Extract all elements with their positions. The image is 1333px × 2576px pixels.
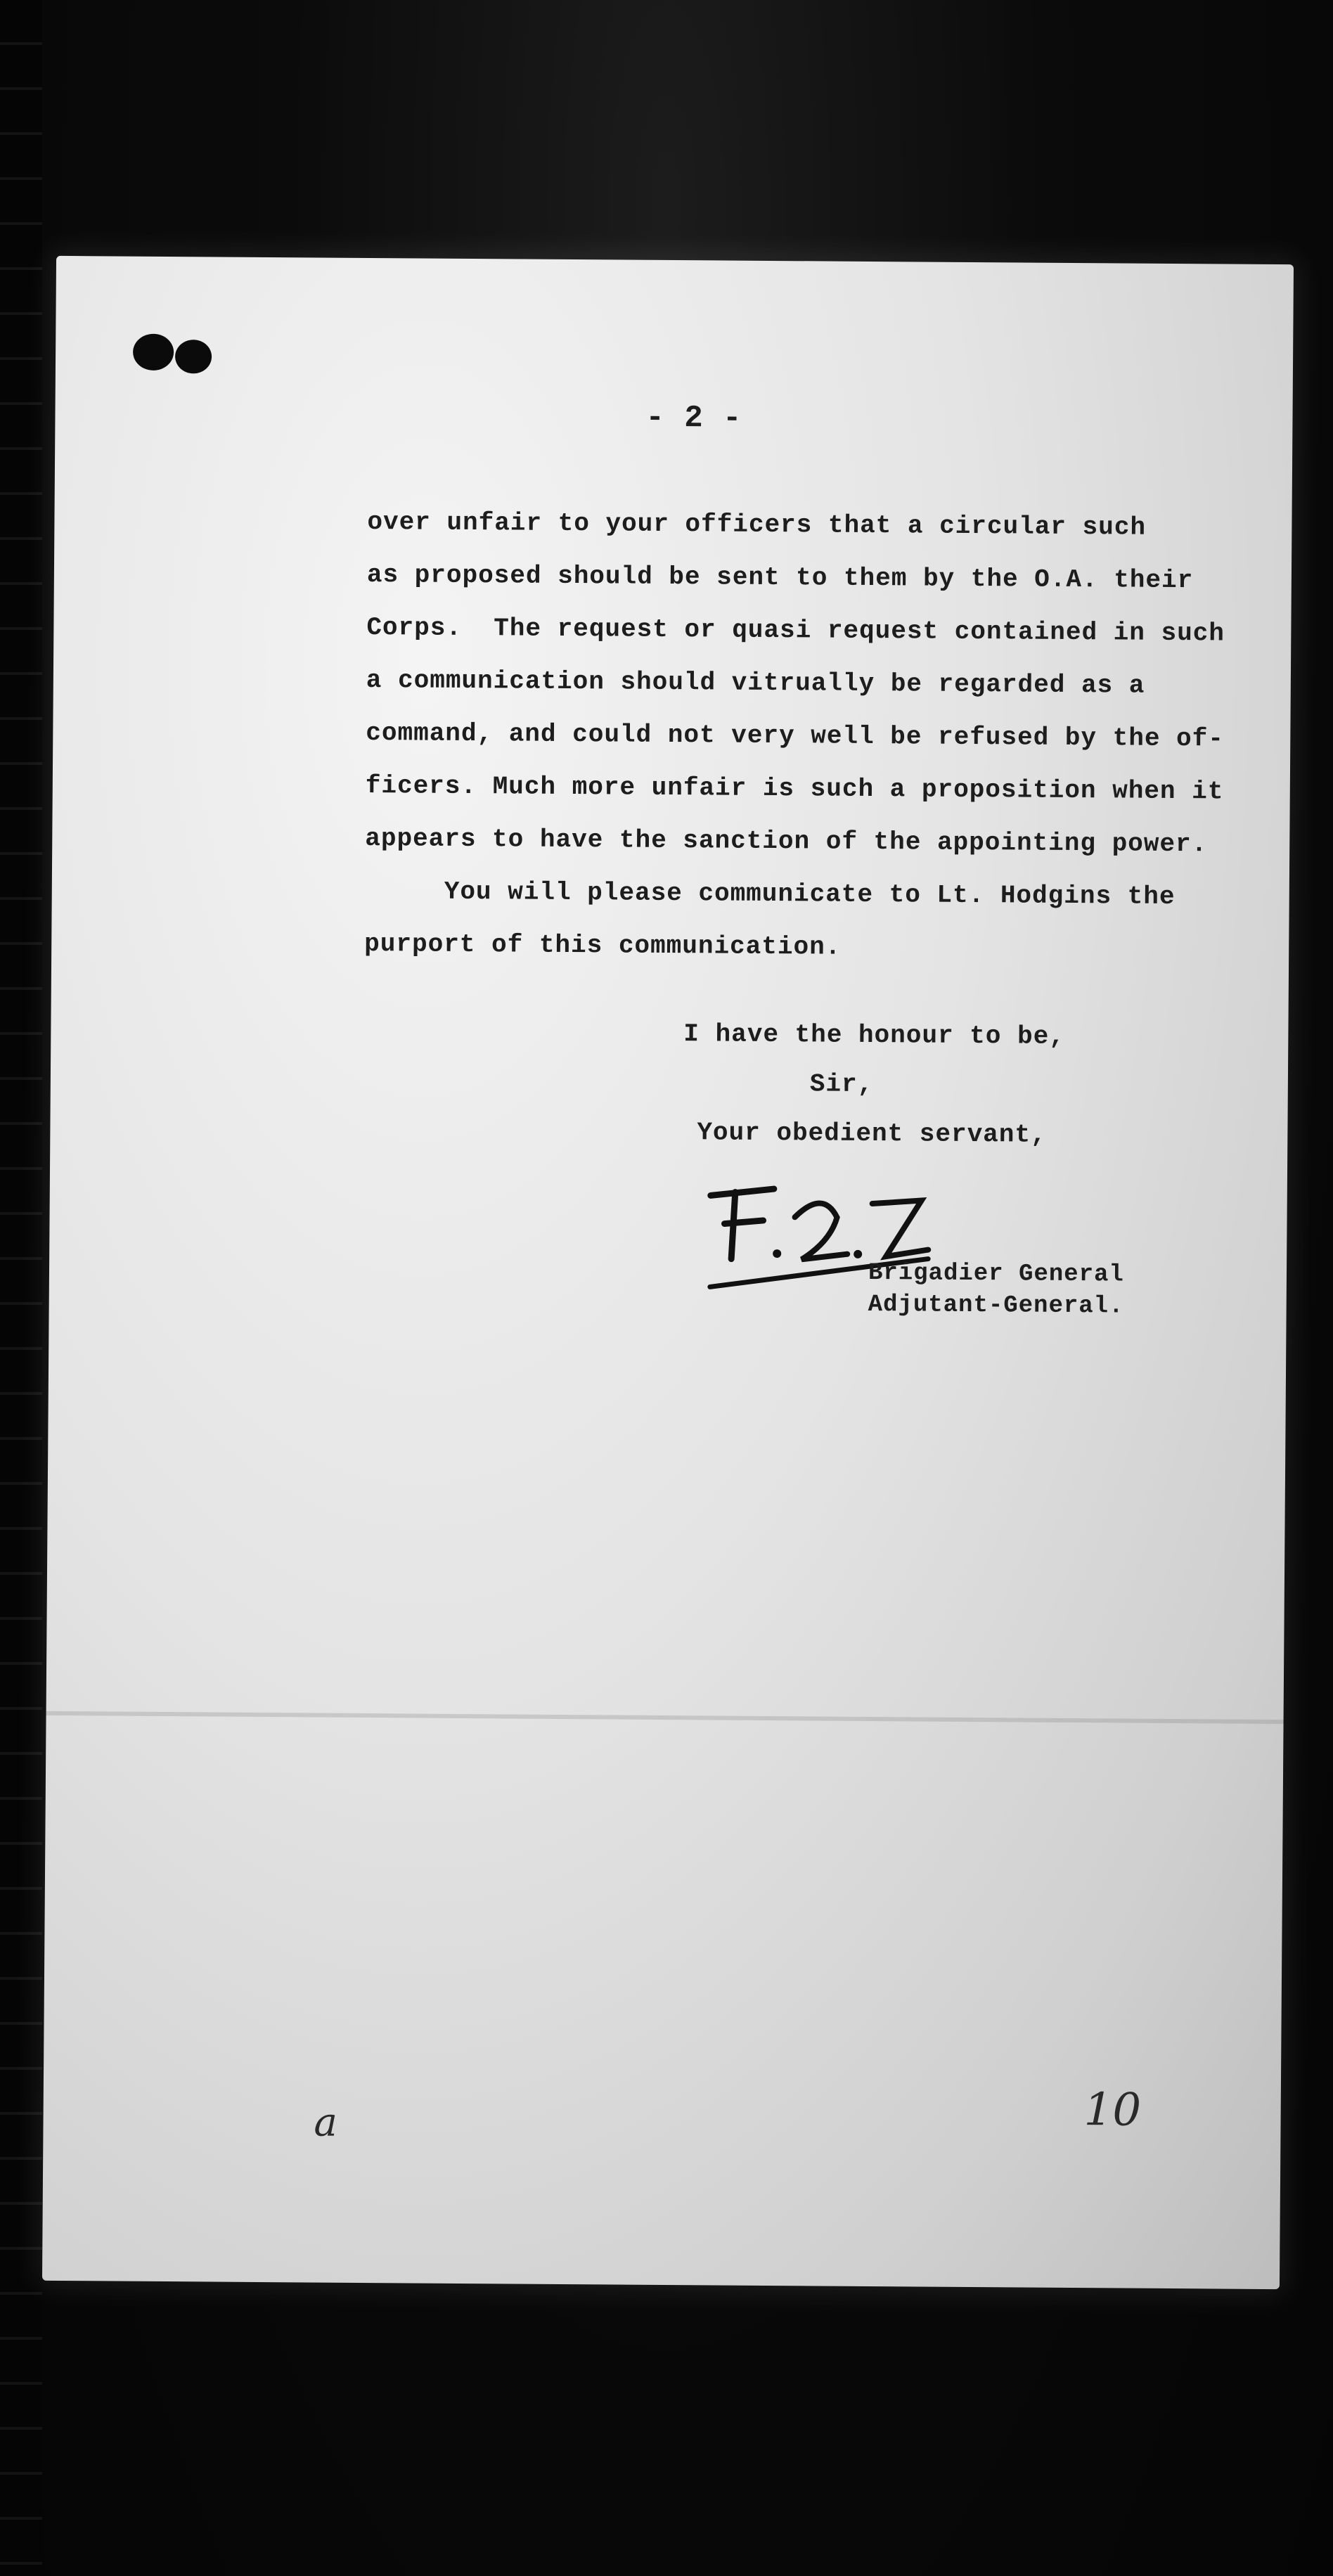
document-page — [42, 256, 1294, 2289]
closing-line: Your obedient servant, — [697, 1118, 1047, 1149]
body-line: appears to have the sanction of the appointing power. — [365, 823, 1208, 859]
body-line: ficers. Much more unfair is such a proposition when it — [365, 771, 1224, 806]
body-line: a communication should vitrually be regarded as a — [366, 665, 1145, 700]
body-line: Corps. The request or quasi request contained in such — [366, 612, 1225, 648]
closing-line: Sir, — [809, 1069, 874, 1100]
film-edge — [0, 0, 42, 2576]
closing-line: I have the honour to be, — [683, 1019, 1065, 1051]
margin-note-left: a — [314, 2099, 338, 2146]
body-line: command, and could not very well be refused by the of- — [366, 718, 1225, 754]
signatory-office: Adjutant-General. — [868, 1291, 1124, 1320]
margin-note-right: 10 — [1083, 2084, 1142, 2137]
punch-hole-right — [175, 340, 212, 373]
body-line: over unfair to your officers that a circular such — [367, 507, 1147, 542]
signatory-rank: Brigadier General — [868, 1259, 1124, 1289]
body-line: purport of this communication. — [364, 929, 842, 962]
punch-hole-left — [133, 334, 174, 371]
body-paragraph-1 — [56, 256, 1294, 859]
page-number: - 2 - — [645, 400, 742, 437]
body-line: as proposed should be sent to them by the O.A. their — [366, 560, 1194, 595]
body-line: You will please communicate to Lt. Hodgins the — [364, 876, 1176, 912]
